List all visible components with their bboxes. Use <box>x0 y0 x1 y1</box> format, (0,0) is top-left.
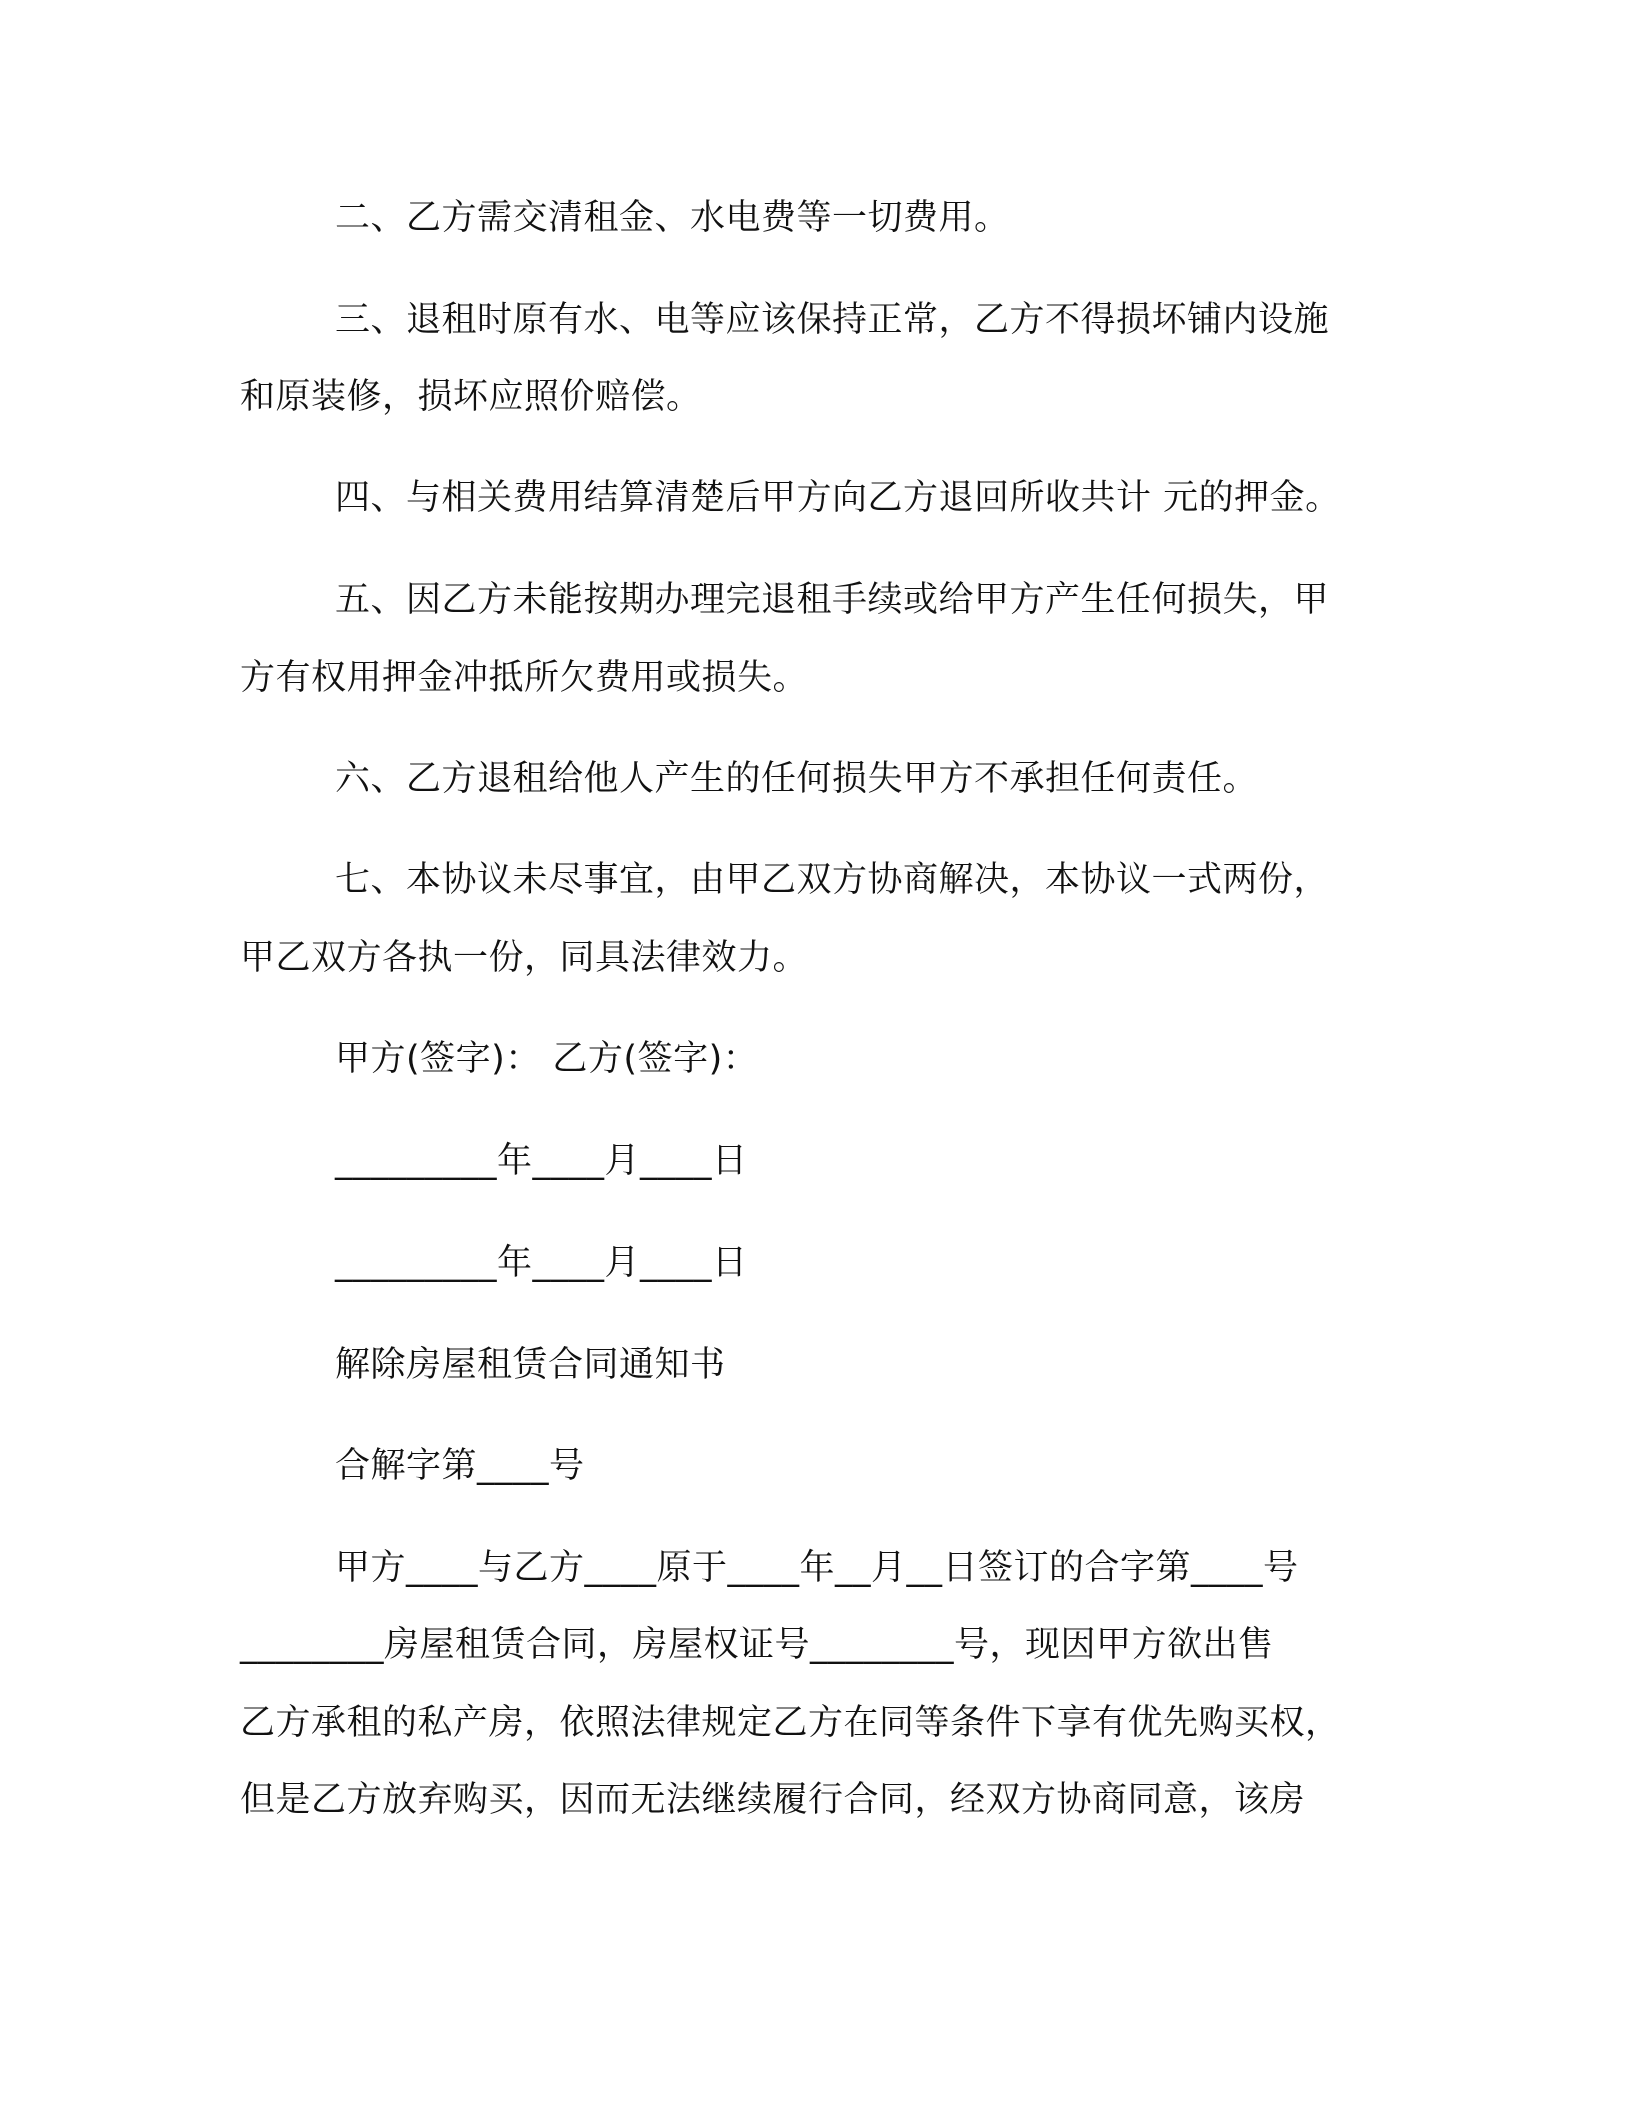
date-line-2: _________年____月____日 <box>335 1243 748 1283</box>
notice-number: 合解字第____号 <box>335 1446 585 1486</box>
clause-2: 二、乙方需交清租金、水电费等一切费用。 <box>335 198 1010 238</box>
notice-body-line-1: 甲方____与乙方____原于____年__月__日签订的合字第____号 <box>335 1548 1299 1588</box>
signature-line: 甲方(签字)： 乙方(签字)： <box>335 1039 759 1079</box>
notice-body-line-2: ________房屋租赁合同，房屋权证号________号，现因甲方欲出售 <box>240 1625 1274 1665</box>
clause-4: 四、与相关费用结算清楚后甲方向乙方退回所收共计 元的押金。 <box>335 478 1341 518</box>
clause-7-line-1: 七、本协议未尽事宜，由甲乙双方协商解决，本协议一式两份， <box>335 860 1330 900</box>
notice-title: 解除房屋租赁合同通知书 <box>335 1345 726 1385</box>
clause-6: 六、乙方退租给他人产生的任何损失甲方不承担任何责任。 <box>335 759 1259 799</box>
clause-3-line-2: 和原装修，损坏应照价赔偿。 <box>240 377 702 417</box>
clause-5-line-2: 方有权用押金冲抵所欠费用或损失。 <box>240 658 809 698</box>
notice-body-line-4: 但是乙方放弃购买，因而无法继续履行合同，经双方协商同意，该房 <box>240 1780 1306 1820</box>
notice-body-line-3: 乙方承租的私产房，依照法律规定乙方在同等条件下享有优先购买权， <box>240 1703 1341 1743</box>
date-line-1: _________年____月____日 <box>335 1141 748 1181</box>
clause-7-line-2: 甲乙双方各执一份，同具法律效力。 <box>240 938 809 978</box>
clause-5-line-1: 五、因乙方未能按期办理完退租手续或给甲方产生任何损失，甲 <box>335 580 1330 620</box>
clause-3-line-1: 三、退租时原有水、电等应该保持正常，乙方不得损坏铺内设施 <box>335 300 1330 340</box>
